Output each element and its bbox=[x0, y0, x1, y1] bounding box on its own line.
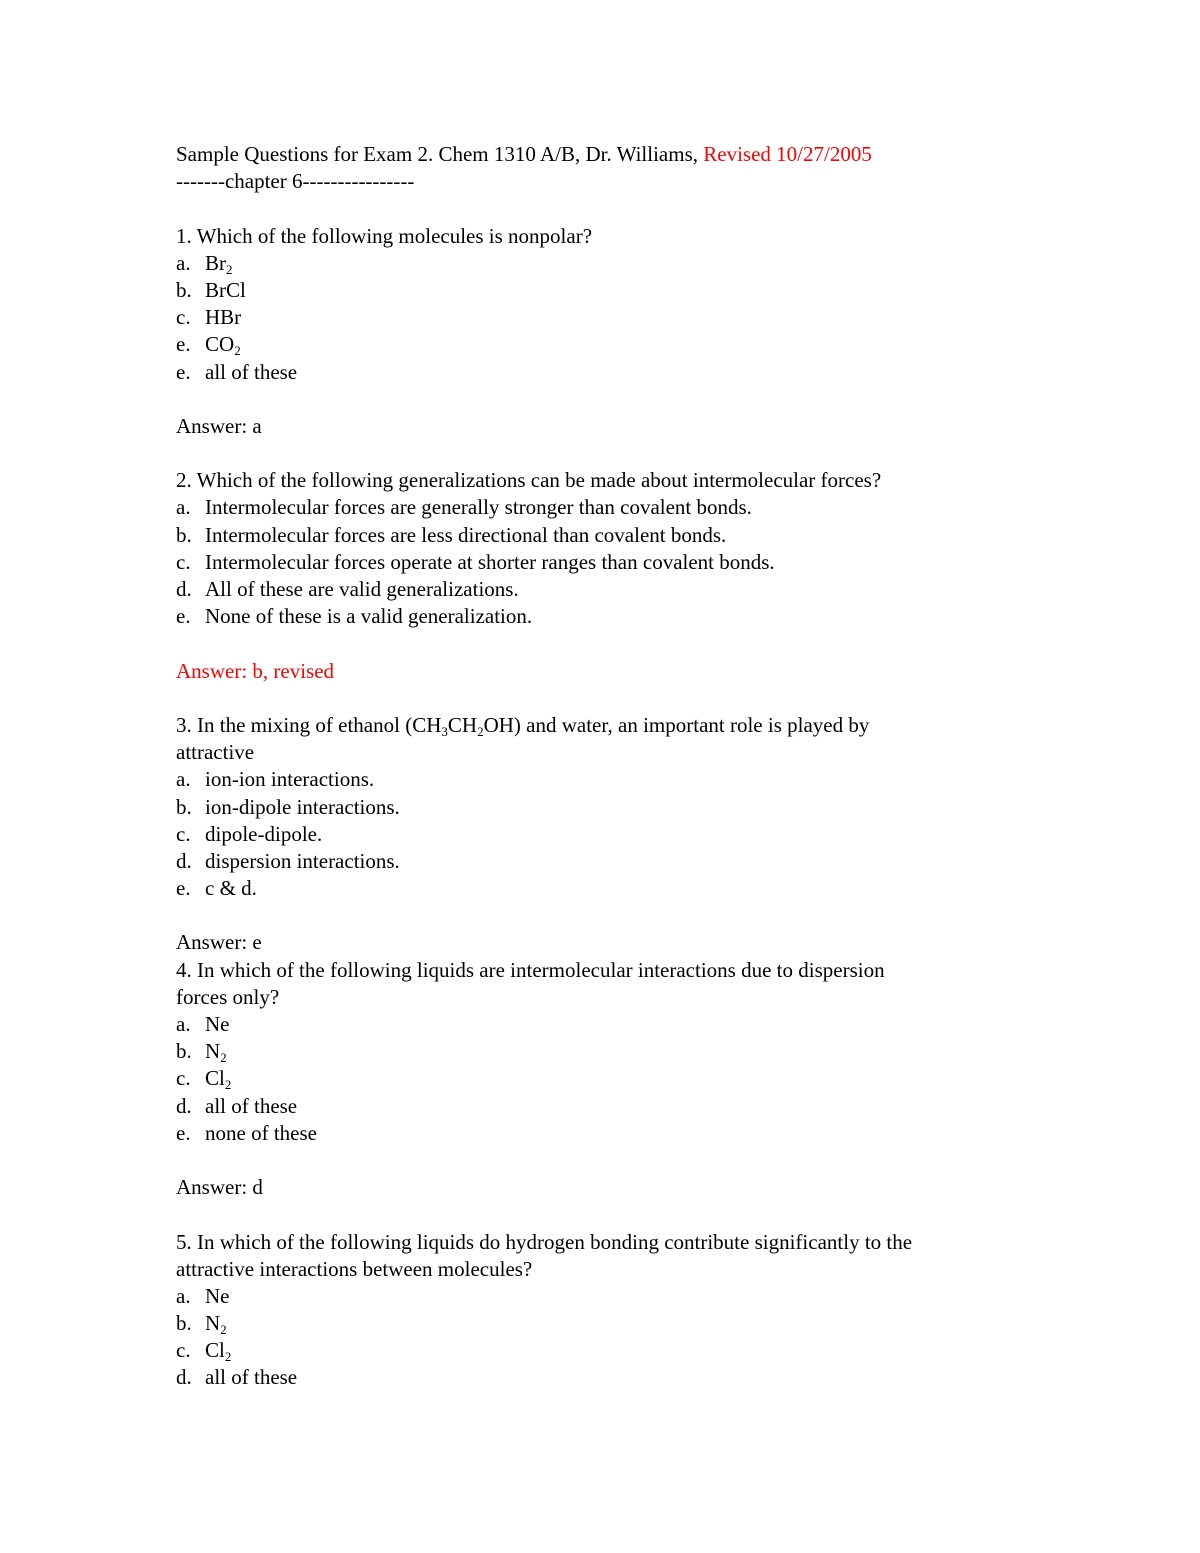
q3-option-e: e. c & d. bbox=[176, 876, 257, 901]
spacer bbox=[176, 1201, 1036, 1228]
q4-option-a: a. Ne bbox=[176, 1012, 230, 1036]
question-2-stem: 2. Which of the following generalizations can be made about intermolecular forces? bbox=[176, 468, 882, 493]
q2-option-e: e. None of these is a valid generalization. bbox=[176, 604, 533, 629]
q2-option-a: a. Intermolecular forces are generally stronger than covalent bonds. bbox=[176, 495, 752, 520]
q2-answer: Answer: b, revised bbox=[176, 658, 335, 683]
question-3-stem: 3. In the mixing of ethanol $(CH_3CH_2OH)$ and water, an important role is played by bbox=[176, 712, 870, 739]
q1-option-b: b. BrCl bbox=[176, 277, 246, 302]
document-title bbox=[176, 141, 1036, 168]
spacer bbox=[176, 902, 1036, 929]
q5-option-a: a. Ne bbox=[176, 1283, 230, 1308]
spacer bbox=[176, 685, 1036, 712]
question-5-stem: 5. In which of the following liquids do hydrogen bonding contribute significantly to the bbox=[176, 1229, 913, 1254]
q5-option-c: c. $Cl_2$ bbox=[176, 1338, 232, 1365]
q3-option-b: b. ion-dipole interactions. bbox=[176, 794, 400, 819]
q5-option-d: d. all of these bbox=[176, 1365, 298, 1390]
q3-option-c: c. dipole-dipole. bbox=[176, 821, 323, 846]
q3-answer: Answer: e bbox=[176, 930, 262, 955]
exam-page bbox=[176, 141, 1036, 1392]
q1-option-a: a. $Br_2$ bbox=[176, 250, 233, 277]
question-4-stem: 4. In which of the following liquids are intermolecular interactions due to dispersion bbox=[176, 957, 885, 982]
revised-date: Revised 10/27/2005 bbox=[703, 142, 872, 166]
q4-option-c: c. $Cl_2$ bbox=[176, 1066, 232, 1093]
spacer bbox=[176, 195, 1036, 222]
spacer bbox=[176, 440, 1036, 467]
title-text: Sample Questions for Exam 2. Chem 1310 A/B, Dr. Williams, bbox=[176, 142, 704, 166]
q5-option-b: b. $N_2$ bbox=[176, 1311, 227, 1338]
q1-option-e: e. all of these bbox=[176, 359, 298, 384]
q4-option-d: d. all of these bbox=[176, 1093, 298, 1118]
q1-answer: Answer: a bbox=[176, 413, 262, 438]
spacer bbox=[176, 630, 1036, 657]
chapter-heading: -------chapter 6---------------- bbox=[176, 169, 415, 194]
q1-option-c: c. HBr bbox=[176, 305, 242, 330]
q3-option-a: a. ion-ion interactions. bbox=[176, 767, 375, 792]
spacer bbox=[176, 1147, 1036, 1174]
spacer bbox=[176, 386, 1036, 413]
question-3-stem-continued: attractive bbox=[176, 740, 255, 765]
q4-option-b: b. $N_2$ bbox=[176, 1039, 227, 1066]
question-1-stem: 1. Which of the following molecules is nonpolar? bbox=[176, 223, 593, 248]
question-5-stem-continued: attractive interactions between molecules? bbox=[176, 1256, 533, 1281]
question-4-stem-continued: forces only? bbox=[176, 984, 280, 1009]
q3-option-d: d. dispersion interactions. bbox=[176, 848, 400, 873]
q1-option-d: e. $CO_2$ bbox=[176, 332, 241, 359]
q2-option-c: c. Intermolecular forces operate at shorter ranges than covalent bonds. bbox=[176, 549, 775, 574]
q2-option-b: b. Intermolecular forces are less directional than covalent bonds. bbox=[176, 522, 727, 547]
q2-option-d: d. All of these are valid generalizations. bbox=[176, 577, 519, 601]
q4-option-e: e. none of these bbox=[176, 1120, 317, 1145]
q4-answer: Answer: d bbox=[176, 1175, 263, 1200]
